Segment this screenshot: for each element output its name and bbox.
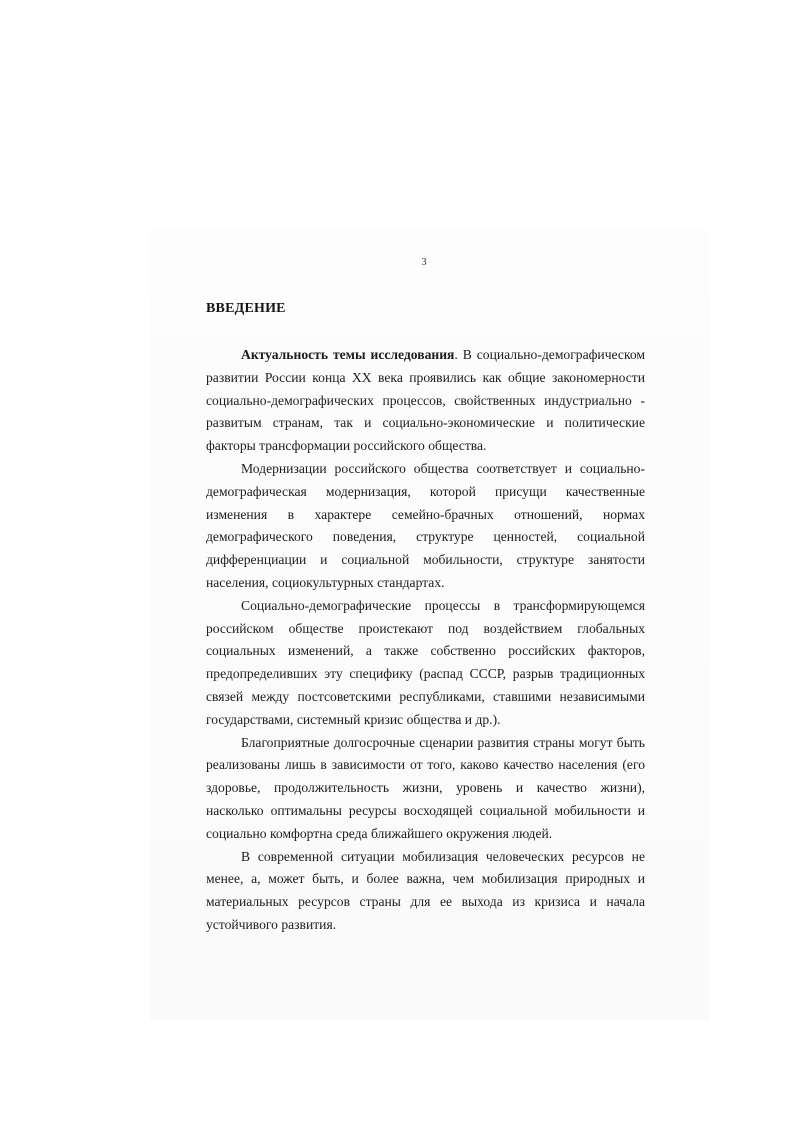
paragraph-5: В современной ситуации мобилизация человеческих ресурсов не менее, а, может быть, и более важна, чем мобилизация природных и материальных ресурсов страны для ее выхода из кризиса и начала устойчивого развития. (206, 848, 645, 932)
paragraph-4: Благоприятные долгосрочные сценарии развития страны могут быть реализованы лишь в зависимости от того, каково качество населения (его здоровье, продолжительность жизни, уровень и качество жизни), насколько оптимальны ресурсы восходящей социальной мобильности и социально комфортна среда ближайшего окружения людей. (206, 734, 645, 841)
body-text (206, 344, 645, 937)
paragraph-text: . В социально-демографическом развитии России конца XX века проявились как общие закономерности социально-демографических процессов, свойственных индустриально - развитым странам, так и социально-экономические и политические факторы трансформации российского общества. (206, 347, 646, 454)
paragraph-3: Социально-демографические процессы в трансформирующемся российском обществе проистекают под воздействием глобальных социальных изменений, а также собственно российских факторов, предопределивших эту специфику (распад СССР, разрыв традиционных связей между постсоветскими республиками, ставшими независимыми государствами, системный кризис общества и др.). (206, 597, 645, 727)
section-heading: ВВЕДЕНИЕ (206, 301, 286, 316)
paragraph-1 (206, 344, 645, 458)
paragraph-lead: Актуальность темы исследования (241, 347, 455, 362)
paragraph-2: Модернизации российского общества соответствует и социально-демографическая модернизация, которой присущи качественные изменения в характере семейно-брачных отношений, нормах демографического поведения, структуре ценностей, социальной дифференциации и социальной мобильности, структуре занятости населения, социокультурных стандартах. (206, 460, 645, 590)
page-number: 3 (421, 257, 427, 268)
